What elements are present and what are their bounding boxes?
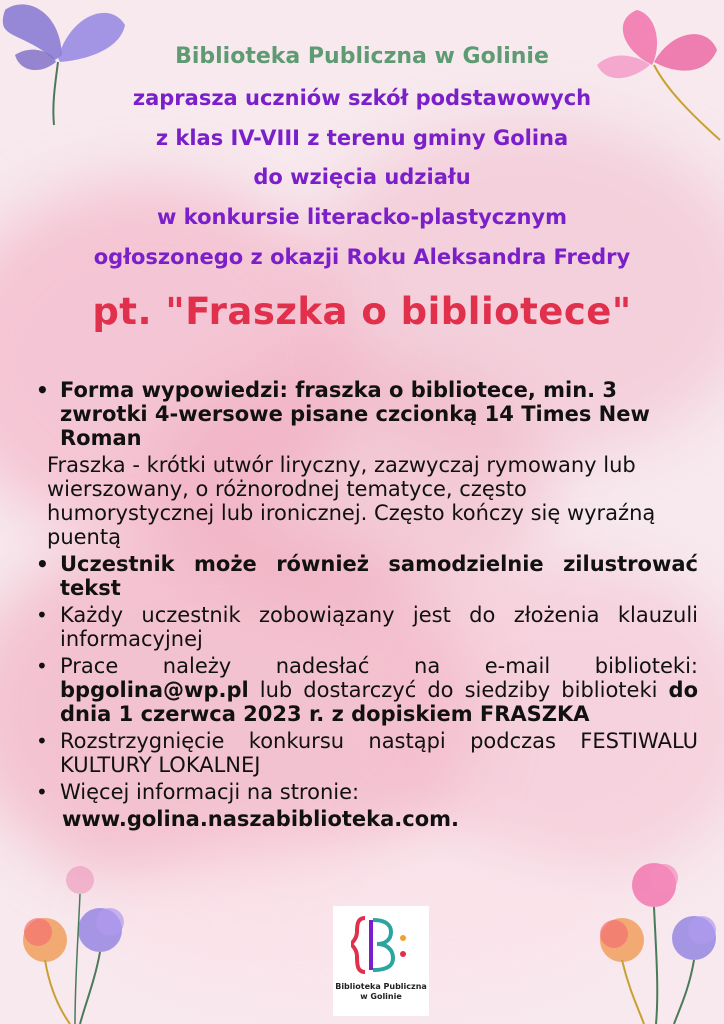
- logo-name-line-2: w Golinie: [360, 992, 402, 1001]
- list-item: [34, 780, 698, 804]
- header-line-3: z klas IV-VIII z terenu gminy Golina: [155, 126, 569, 150]
- deadline-text: do dnia 1 czerwca 2023 r. z dopiskiem FRASZKA: [60, 678, 698, 726]
- header-line-2: zaprasza uczniów szkół podstawowych: [132, 86, 592, 110]
- bullet-icon: •: [36, 603, 48, 627]
- email-link[interactable]: bpgolina@wp.pl: [60, 678, 249, 702]
- website-link[interactable]: www.golina.naszabiblioteka.com.: [62, 807, 460, 831]
- bullet-icon: •: [36, 378, 49, 402]
- clause-text: Każdy uczestnik zobowiązany jest do złożenia klauzuli informacyjnej: [60, 603, 698, 651]
- list-item: [34, 654, 698, 726]
- flowers-bottom-right-icon: [584, 860, 724, 1024]
- results-text: Rozstrzygnięcie konkursu nastąpi podczas FESTIWALU KULTURY LOKALNEJ: [60, 729, 698, 777]
- bullet-icon: •: [36, 654, 48, 678]
- header-line-4: do wzięcia udziału: [253, 165, 471, 189]
- definition-text: Fraszka - krótki utwór liryczny, zazwyczaj rymowany lub wierszowany, o różnorodnej tematyce, często humorystycznej lub ironicznej. Często kończy się wyraźną puentą: [47, 453, 656, 549]
- more-info-text: Więcej informacji na stronie:: [60, 780, 360, 804]
- bullet-icon: •: [36, 780, 48, 804]
- rules-list: [34, 378, 698, 831]
- submit-middle: lub dostarczyć do siedziby biblioteki: [259, 678, 658, 702]
- bullet-icon: •: [36, 552, 49, 576]
- logo-name-line-1: Biblioteka Publiczna: [335, 982, 427, 991]
- list-item: [34, 552, 698, 600]
- submit-prefix: Prace należy nadesłać na e-mail biblioteki:: [60, 654, 698, 678]
- list-item: [34, 378, 698, 450]
- list-item: [34, 729, 698, 777]
- illustrate-text: Uczestnik może również samodzielnie zilustrować tekst: [60, 552, 698, 600]
- library-logo-icon: [351, 912, 411, 978]
- bullet-icon: •: [36, 729, 48, 753]
- library-logo: [333, 906, 429, 1016]
- header-line-6: ogłoszonego z okazji Roku Aleksandra Fredry: [93, 245, 631, 269]
- contest-title: pt. "Fraszka o bibliotece": [92, 290, 632, 333]
- list-item: [34, 603, 698, 651]
- header-line-5: w konkursie literacko-plastycznym: [156, 205, 568, 229]
- form-text: Forma wypowiedzi: fraszka o bibliotece, min. 3 zwrotki 4-wersowe pisane czcionką 14 Times New Roman: [60, 378, 650, 450]
- header-line-1: Biblioteka Publiczna w Golinie: [175, 44, 549, 69]
- flowers-bottom-left-icon: [0, 860, 140, 1024]
